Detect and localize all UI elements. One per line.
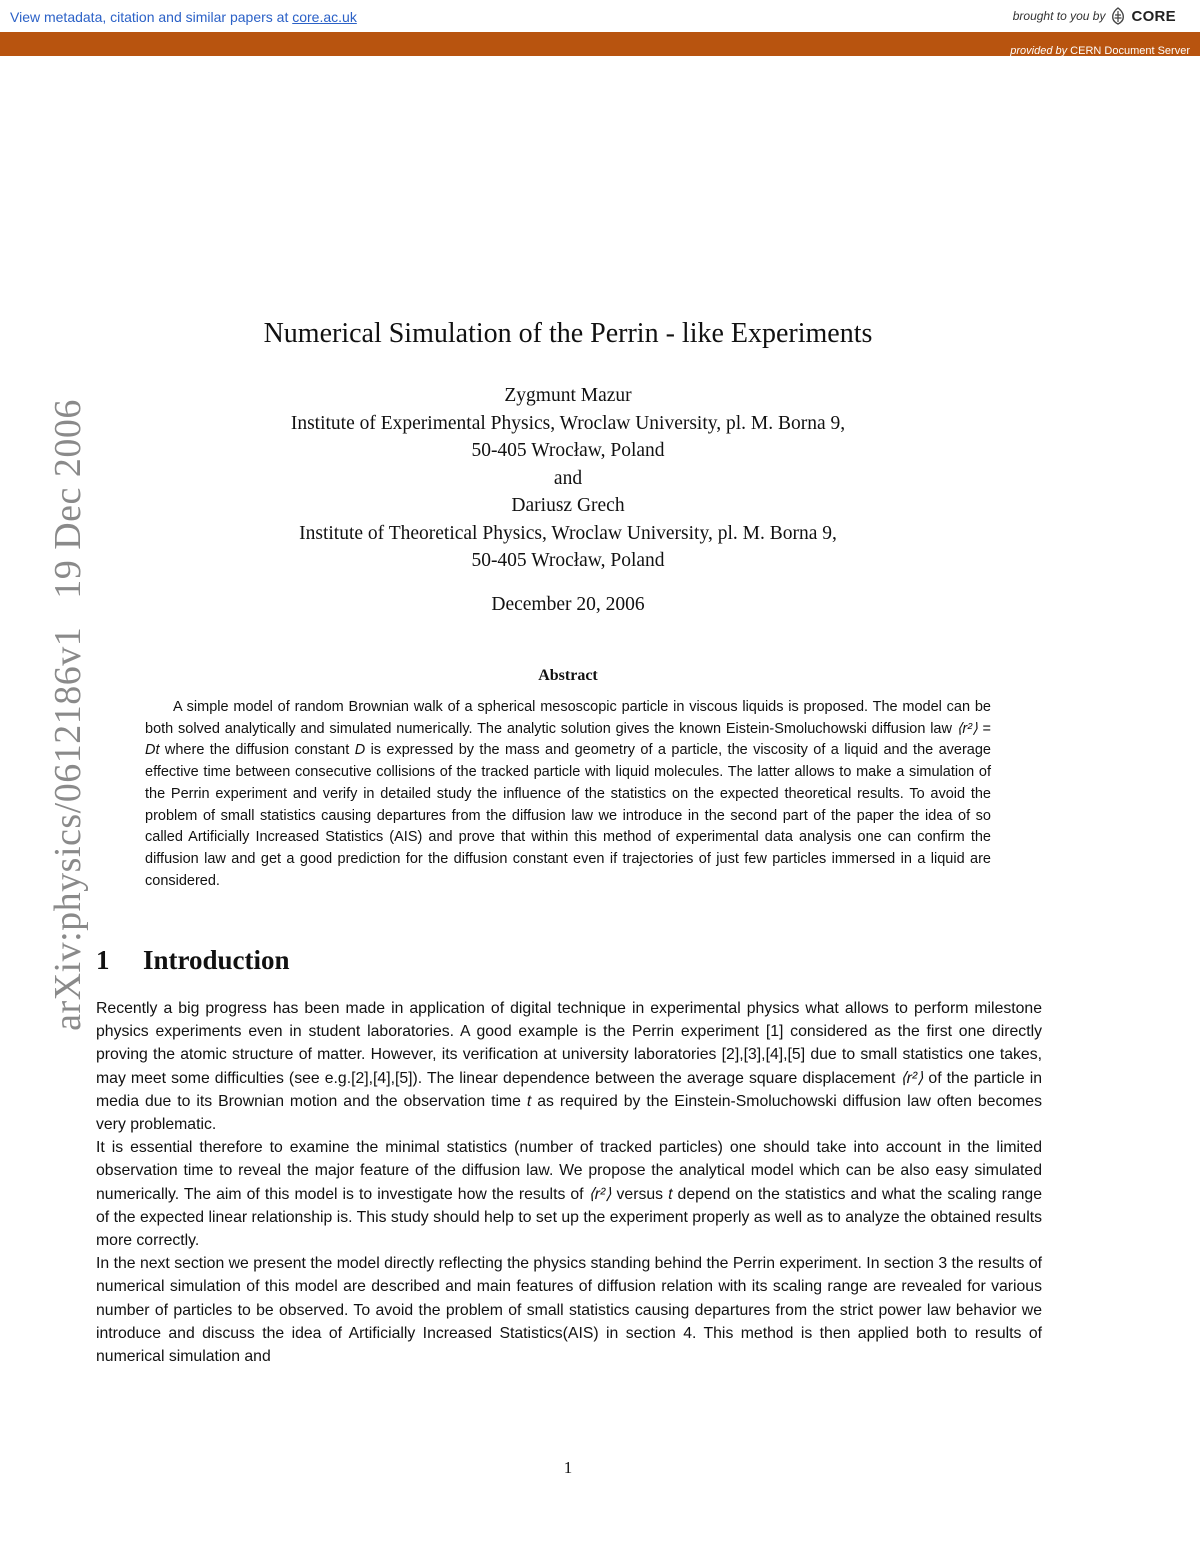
paragraph-text: depend on the statistics and what the scaling range of the expected linear relationship is. This study should help to set up the experiment properly as well as to analyze the obtained results more correctly. (96, 1185, 1042, 1250)
section-title: Introduction (143, 945, 290, 975)
brought-by-core[interactable] (1013, 7, 1176, 25)
math-mean-square: ⟨r²⟩ (956, 720, 978, 737)
section-heading (96, 945, 290, 976)
paragraph-text: versus (611, 1185, 669, 1203)
author-block (0, 382, 1136, 575)
page-number: 1 (563, 1458, 573, 1477)
provider-bar (0, 32, 1200, 56)
metadata-text: View metadata, citation and similar papers at (10, 9, 293, 25)
paragraph-text: as required by the Einstein-Smoluchowski diffusion law often becomes very problematic. (96, 1092, 1042, 1134)
abstract-text: where the diffusion constant (159, 742, 355, 759)
author-affiliation: Institute of Theoretical Physics, Wroclaw University, pl. M. Borna 9, (299, 522, 837, 544)
abstract-heading: Abstract (538, 667, 598, 684)
metadata-notice (10, 9, 357, 25)
paragraph-text: It is essential therefore to examine the minimal statistics (number of tracked particles) one should take into account in the limited observation time to reveal the major feature of the diffusion law. We propose the analytical model which can be also easy simulated numerically. The aim of this model is to investigate how the results of (96, 1139, 1042, 1203)
author-affiliation: Institute of Experimental Physics, Wroclaw University, pl. M. Borna 9, (290, 412, 846, 434)
provided-by-text: provided by (1010, 45, 1068, 57)
core-link[interactable]: core.ac.uk (292, 9, 357, 25)
paragraph (96, 997, 1042, 1136)
core-header-bar (0, 0, 1200, 32)
provider-notice[interactable] (1010, 45, 1190, 57)
core-logo-icon (1109, 7, 1127, 25)
abstract-body (145, 697, 991, 892)
core-logo-text: CORE (1131, 7, 1176, 25)
section-number: 1 (96, 945, 110, 975)
abstract-text: A simple model of random Brownian walk of a spherical mesoscopic particle in viscous liquids is proposed. The model can be both solved analytically and simulated numerically. The analytic solution gives the known Eistein-Smoluchowski diffusion law (145, 699, 991, 737)
author-affiliation-address: 50-405 Wrocław, Poland (471, 550, 665, 571)
paper-date: December 20, 2006 (491, 594, 645, 615)
math-dt: Dt (145, 742, 160, 759)
paragraph-text: of the particle in media due to its Brownian motion and the observation time (96, 1069, 1042, 1110)
math-mean-square: ⟨r²⟩ (588, 1185, 612, 1203)
author-affiliation-address: 50-405 Wrocław, Poland (471, 440, 665, 461)
provider-name: CERN Document Server (1067, 45, 1190, 57)
author-name: Dariusz Grech (511, 495, 625, 516)
math-equals: = (977, 720, 992, 737)
arxiv-date: 19 Dec 2006 (47, 399, 89, 599)
math-mean-square: ⟨r²⟩ (900, 1069, 924, 1087)
introduction-body (96, 997, 1042, 1368)
author-name: Zygmunt Mazur (504, 385, 632, 406)
math-t: t (526, 1092, 532, 1110)
paragraph (96, 1136, 1042, 1252)
author-conjunction: and (553, 467, 583, 489)
math-d: D (354, 742, 366, 759)
math-t: t (668, 1185, 673, 1203)
paper-title: Numerical Simulation of the Perrin - like Experiments (263, 318, 873, 349)
paragraph: In the next section we present the model directly reflecting the physics standing behind the Perrin experiment. In section 3 the results of numerical simulation of this model are described and main features of diffusion relation with its scaling range are revealed for various number of particles to be observed. To avoid the problem of small statistics causing departures from the strict power law behavior we introduce and discuss the idea of Artificially Increased Statistics(AIS) in section 4. This method is then applied both to results of numerical simulation and (96, 1255, 1042, 1366)
abstract-text: is expressed by the mass and geometry of a particle, the viscosity of a liquid and the average effective time between consecutive collisions of the tracked particle with liquid molecules. The latter allows to make a simulation of the Perrin experiment and verify in detailed study the influence of the statistics on the expected theoretical results. To avoid the problem of small statistics causing departures from the diffusion law we introduce in the second part of the paper the idea of so called Artificially Increased Statistics (AIS) and prove that within this method of experimental data analysis one can confirm the diffusion law and get a good prediction for the diffusion constant even if trajectories of just few particles immersed in a liquid are considered. (145, 742, 991, 889)
arxiv-id: arXiv:physics/0612186v1 (47, 626, 89, 1031)
brought-by-text: brought to you by (1012, 9, 1106, 23)
paragraph-text: Recently a big progress has been made in application of digital technique in experimental physics what allows to perform milestone physics experiments even in student laboratories. A good example is the Perrin experiment [1] considered as the first one directly proving the atomic structure of matter. However, its verification at university laboratories [2],[3],[4],[5] due to small statistics one takes, may meet some difficulties (see e.g.[2],[4],[5]). The linear dependence between the average square displacement (96, 1000, 1042, 1087)
